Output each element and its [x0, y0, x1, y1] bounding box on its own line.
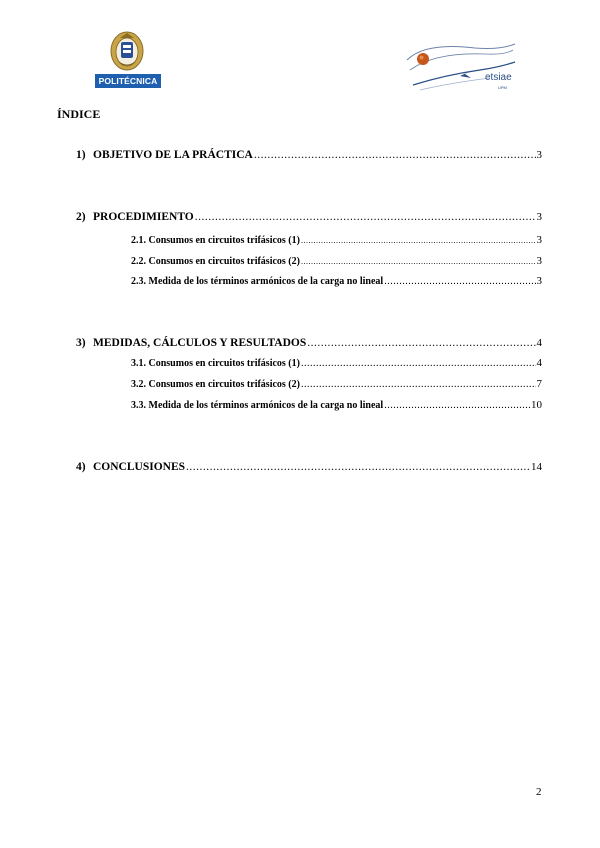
toc-title: MEDIDAS, CÁLCULOS Y RESULTADOS: [93, 337, 307, 349]
toc-number: 3): [76, 337, 86, 349]
toc-leader: [301, 358, 536, 369]
etsiae-logo: [405, 40, 520, 95]
toc-leader: [307, 337, 535, 349]
toc-leader: [384, 400, 530, 411]
page-number: 2: [536, 786, 542, 798]
toc-page: 7: [536, 378, 542, 390]
toc-leader: [195, 211, 536, 223]
toc-title: 3.3. Medida de los términos armónicos de la carga no lineal: [131, 400, 384, 411]
upm-logo: [95, 30, 161, 88]
toc-number: 4): [76, 461, 86, 473]
toc-title: 2.1. Consumos en circuitos trifásicos (1): [131, 235, 300, 246]
toc-number: 1): [76, 149, 86, 161]
toc-entry-2-3[interactable]: [131, 275, 542, 287]
upm-crest-icon: [109, 30, 145, 72]
toc-title: 2.3. Medida de los términos armónicos de la carga no lineal: [131, 276, 384, 287]
toc-leader: [301, 257, 536, 266]
toc-title: OBJETIVO DE LA PRÁCTICA: [93, 149, 253, 161]
toc-entry-3[interactable]: [76, 337, 542, 349]
toc-entry-4[interactable]: [76, 461, 542, 473]
toc-entry-2[interactable]: [76, 211, 542, 223]
toc-page: 10: [531, 399, 542, 411]
toc-page: 14: [531, 461, 542, 473]
toc-entry-3-2[interactable]: [131, 378, 542, 390]
toc-title: CONCLUSIONES: [93, 461, 186, 473]
toc-entry-3-1[interactable]: [131, 357, 542, 369]
toc-number: 2): [76, 211, 86, 223]
toc-leader: [301, 379, 536, 390]
toc-entry-3-3[interactable]: [131, 399, 542, 411]
toc-page: 3: [536, 255, 542, 267]
toc-leader: [254, 149, 536, 161]
toc-leader: [301, 236, 536, 245]
toc-page: 4: [536, 337, 542, 349]
toc-page: 3: [536, 234, 542, 246]
toc-leader: [384, 276, 535, 287]
page-title: ÍNDICE: [57, 107, 101, 121]
toc-page: 3: [536, 275, 542, 287]
toc-title: 2.2. Consumos en circuitos trifásicos (2): [131, 256, 300, 267]
toc-page: 3: [536, 211, 542, 223]
toc-title: PROCEDIMIENTO: [93, 211, 194, 223]
toc-title: 3.1. Consumos en circuitos trifásicos (1): [131, 358, 300, 369]
etsiae-logo-label: etsiae: [485, 72, 512, 83]
toc-entry-1[interactable]: [76, 149, 542, 161]
toc-leader: [186, 461, 530, 473]
toc-entry-2-2[interactable]: [131, 255, 542, 267]
toc-title: 3.2. Consumos en circuitos trifásicos (2): [131, 379, 300, 390]
toc-page: 4: [536, 357, 542, 369]
toc-entry-2-1[interactable]: [131, 234, 542, 246]
toc-page: 3: [536, 149, 542, 161]
etsiae-logo-sublabel: UPM: [498, 85, 507, 90]
upm-logo-label: POLITÉCNICA: [95, 74, 161, 88]
